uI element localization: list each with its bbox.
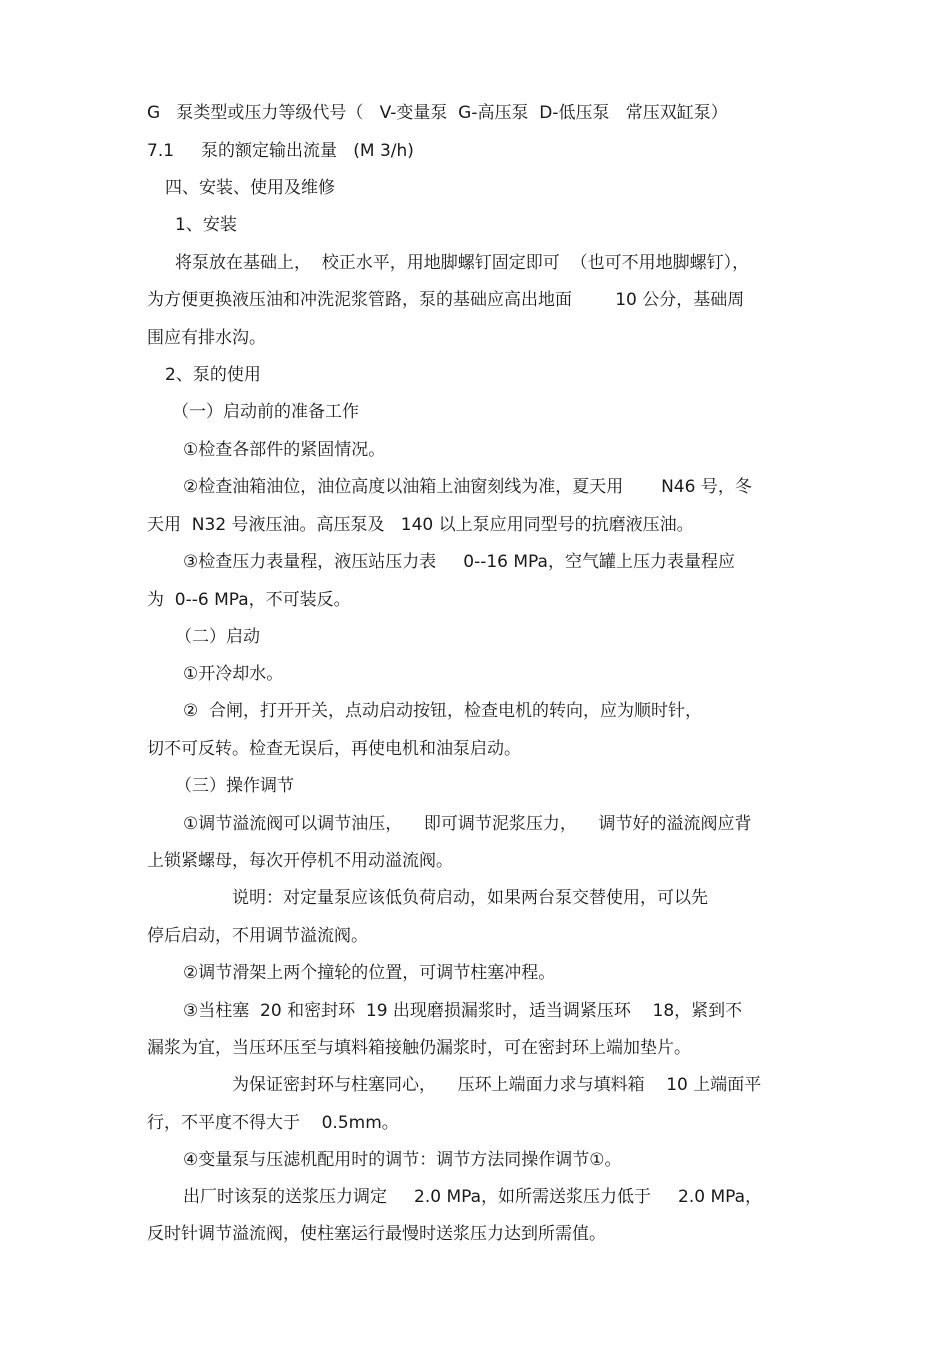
text-line: 为 0--6 MPa，不可装反。 bbox=[147, 590, 351, 610]
text-line: 行，不平度不得大于 0.5mm。 bbox=[147, 1113, 399, 1133]
text-line: ② 合闸，打开开关，点动启动按钮，检查电机的转向，应为顺时针， bbox=[183, 701, 703, 721]
text-line: 天用 N32 号液压油。高压泵及 140 以上泵应用同型号的抗磨液压油。 bbox=[147, 515, 694, 535]
text-line: 将泵放在基础上， 校正水平，用地脚螺钉固定即可 （也可不用地脚螺钉）， bbox=[175, 253, 750, 273]
text-line: 为保证密封环与柱塞同心， 压环上端面力求与填料箱 10 上端面平 bbox=[232, 1075, 762, 1095]
text-line: ②调节滑架上两个撞轮的位置，可调节柱塞冲程。 bbox=[183, 963, 556, 983]
subheading-operation-adjustment: （三）操作调节 bbox=[175, 776, 294, 796]
text-line: ①调节溢流阀可以调节油压， 即可调节泥浆压力， 调节好的溢流阀应背 bbox=[183, 814, 752, 834]
note-line: 停后启动，不用调节溢流阀。 bbox=[147, 926, 368, 946]
text-line-rated-flow: 7.1 泵的额定输出流量 (M 3/h) bbox=[147, 141, 414, 161]
text-line: 上锁紧螺母，每次开停机不用动溢流阀。 bbox=[147, 851, 453, 871]
text-line: 为方便更换液压油和冲洗泥浆管路，泵的基础应高出地面 10 公分，基础周 bbox=[147, 290, 745, 310]
text-line: ③检查压力表量程，液压站压力表 0--16 MPa，空气罐上压力表量程应 bbox=[183, 552, 735, 572]
text-line: 切不可反转。检查无误后，再使电机和油泵启动。 bbox=[147, 739, 521, 759]
section-heading-installation-use-maintenance: 四、安装、使用及维修 bbox=[165, 178, 335, 198]
text-line: ①开冷却水。 bbox=[183, 664, 284, 684]
subheading-preparation: （一）启动前的准备工作 bbox=[172, 402, 359, 422]
subheading-startup: （二）启动 bbox=[175, 627, 260, 647]
text-line: ③当柱塞 20 和密封环 19 出现磨损漏浆时，适当调紧压环 18，紧到不 bbox=[183, 1001, 743, 1021]
text-line: 漏浆为宜，当压环压至与填料箱接触仍漏浆时，可在密封环上端加垫片。 bbox=[147, 1038, 691, 1058]
text-line: 反时针调节溢流阀，使柱塞运行最慢时送浆压力达到所需值。 bbox=[147, 1224, 606, 1244]
text-line: ④变量泵与压滤机配用时的调节：调节方法同操作调节①。 bbox=[183, 1150, 622, 1170]
text-line-pump-type-code: G 泵类型或压力等级代号（ V-变量泵 G-高压泵 D-低压泵 常压双缸泵） bbox=[147, 103, 728, 123]
subheading-pump-use: 2、泵的使用 bbox=[165, 365, 261, 385]
subheading-installation: 1、安装 bbox=[175, 215, 237, 235]
text-line: ①检查各部件的紧固情况。 bbox=[183, 440, 386, 460]
text-line: 出厂时该泵的送浆压力调定 2.0 MPa，如所需送浆压力低于 2.0 MPa， bbox=[183, 1187, 763, 1207]
text-line: ②检查油箱油位，油位高度以油箱上油窗刻线为准，夏天用 N46 号，冬 bbox=[183, 477, 752, 497]
text-line: 围应有排水沟。 bbox=[147, 328, 266, 348]
note-line: 说明：对定量泵应该低负荷启动，如果两台泵交替使用，可以先 bbox=[232, 888, 708, 908]
